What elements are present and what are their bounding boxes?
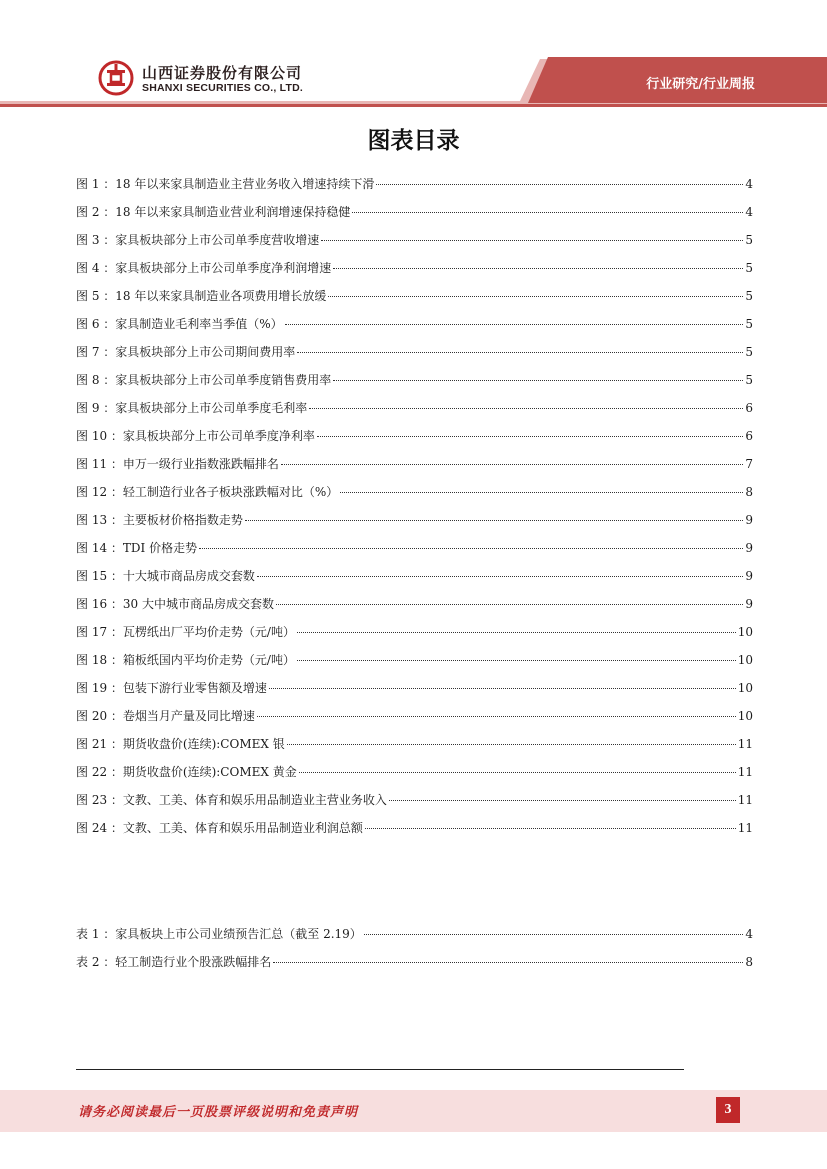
toc-entry-page: 6 bbox=[745, 401, 753, 415]
toc-entry-label: 图 8 ：家具板块部分上市公司单季度销售费用率 bbox=[76, 373, 332, 387]
toc-entry-page: 10 bbox=[737, 681, 753, 695]
toc-entry-page: 5 bbox=[745, 373, 753, 387]
toc-entry-label: 图 13 ：主要板材价格指数走势 bbox=[76, 513, 243, 527]
toc-figure-entry[interactable] bbox=[76, 702, 753, 730]
toc-entry-page: 11 bbox=[737, 793, 753, 807]
toc-dot-leader bbox=[287, 734, 736, 745]
toc-entry-label: 图 18 ：箱板纸国内平均价走势（元/吨） bbox=[76, 653, 295, 667]
toc-entry-label: 图 6 ：家具制造业毛利率当季值（%） bbox=[76, 317, 283, 331]
toc-dot-leader bbox=[245, 510, 743, 521]
toc-figure-entry[interactable] bbox=[76, 450, 753, 478]
toc-entry-label: 图 23 ：文教、工美、体育和娱乐用品制造业主营业务收入 bbox=[76, 793, 387, 807]
toc-entry-page: 4 bbox=[745, 205, 753, 219]
toc-dot-leader bbox=[352, 202, 743, 213]
toc-entry-page: 5 bbox=[745, 233, 753, 247]
toc-entry-label: 图 15 ：十大城市商品房成交套数 bbox=[76, 569, 255, 583]
footer-divider bbox=[76, 1069, 684, 1070]
toc-entry-page: 10 bbox=[737, 653, 753, 667]
toc-entry-label: 图 11 ：申万一级行业指数涨跌幅排名 bbox=[76, 457, 279, 471]
toc-figure-entry[interactable] bbox=[76, 366, 753, 394]
toc-dot-leader bbox=[297, 342, 743, 353]
toc-entry-label: 图 3 ：家具板块部分上市公司单季度营收增速 bbox=[76, 233, 320, 247]
figure-list bbox=[76, 170, 753, 842]
page-number: 3 bbox=[716, 1097, 740, 1123]
toc-entry-label: 图 5 ：18 年以来家具制造业各项费用增长放缓 bbox=[76, 289, 327, 303]
toc-entry-page: 10 bbox=[737, 709, 753, 723]
page-title: 图表目录 bbox=[367, 128, 460, 154]
toc-dot-leader bbox=[328, 286, 743, 297]
toc-entry-page: 9 bbox=[745, 597, 753, 611]
toc-entry-page: 9 bbox=[745, 513, 753, 527]
toc-entry-label: 图 4 ：家具板块部分上市公司单季度净利润增速 bbox=[76, 261, 332, 275]
toc-figure-entry[interactable] bbox=[76, 786, 753, 814]
toc-figure-entry[interactable] bbox=[76, 310, 753, 338]
toc-table-entry[interactable] bbox=[76, 920, 753, 948]
company-name-en: SHANXI SECURITIES CO., LTD. bbox=[142, 82, 303, 94]
toc-entry-page: 4 bbox=[745, 177, 753, 191]
toc-dot-leader bbox=[340, 482, 743, 493]
toc-entry-page: 9 bbox=[745, 541, 753, 555]
toc-figure-entry[interactable] bbox=[76, 758, 753, 786]
toc-figure-entry[interactable] bbox=[76, 394, 753, 422]
toc-entry-page: 5 bbox=[745, 317, 753, 331]
toc-entry-label: 图 7 ：家具板块部分上市公司期间费用率 bbox=[76, 345, 296, 359]
toc-figure-entry[interactable] bbox=[76, 562, 753, 590]
toc-dot-leader bbox=[257, 706, 736, 717]
toc-entry-page: 8 bbox=[745, 955, 753, 969]
toc-dot-leader bbox=[321, 230, 743, 241]
toc-entry-page: 11 bbox=[737, 765, 753, 779]
page-header bbox=[0, 0, 827, 106]
toc-entry-page: 9 bbox=[745, 569, 753, 583]
toc-dot-leader bbox=[333, 370, 743, 381]
toc-dot-leader bbox=[285, 314, 744, 325]
toc-entry-page: 7 bbox=[745, 457, 753, 471]
toc-figure-entry[interactable] bbox=[76, 282, 753, 310]
toc-figure-entry[interactable] bbox=[76, 590, 753, 618]
toc-entry-page: 5 bbox=[745, 345, 753, 359]
toc-table-entry[interactable] bbox=[76, 948, 753, 976]
toc-dot-leader bbox=[333, 258, 743, 269]
toc-entry-page: 8 bbox=[745, 485, 753, 499]
toc-dot-leader bbox=[376, 174, 743, 185]
toc-dot-leader bbox=[269, 678, 736, 689]
toc-dot-leader bbox=[364, 924, 744, 935]
toc-figure-entry[interactable] bbox=[76, 198, 753, 226]
toc-entry-label: 图 16 ：30 大中城市商品房成交套数 bbox=[76, 597, 274, 611]
toc-entry-label: 图 1 ：18 年以来家具制造业主营业务收入增速持续下滑 bbox=[76, 177, 375, 191]
toc-entry-label: 图 24 ：文教、工美、体育和娱乐用品制造业利润总额 bbox=[76, 821, 363, 835]
toc-figure-entry[interactable] bbox=[76, 534, 753, 562]
toc-entry-label: 图 10 ：家具板块部分上市公司单季度净利率 bbox=[76, 429, 315, 443]
toc-entry-label: 表 1 ：家具板块上市公司业绩预告汇总（截至 2.19） bbox=[76, 927, 362, 941]
toc-entry-label: 图 2 ：18 年以来家具制造业营业利润增速保持稳健 bbox=[76, 205, 351, 219]
toc-entry-label: 表 2 ：轻工制造行业个股涨跌幅排名 bbox=[76, 955, 272, 969]
toc-entry-label: 图 12 ：轻工制造行业各子板块涨跌幅对比（%） bbox=[76, 485, 339, 499]
toc-entry-page: 11 bbox=[737, 821, 753, 835]
toc-dot-leader bbox=[257, 566, 743, 577]
toc-entry-page: 10 bbox=[737, 625, 753, 639]
toc-dot-leader bbox=[297, 622, 736, 633]
report-type-label: 行业研究/行业周报 bbox=[646, 77, 755, 92]
toc-entry-page: 4 bbox=[745, 927, 753, 941]
toc-entry-label: 图 19 ：包装下游行业零售额及增速 bbox=[76, 681, 267, 695]
toc-figure-entry[interactable] bbox=[76, 478, 753, 506]
toc-entry-page: 11 bbox=[737, 737, 753, 751]
table-list bbox=[76, 920, 753, 976]
toc-dot-leader bbox=[297, 650, 736, 661]
toc-entry-label: 图 14 ：TDI 价格走势 bbox=[76, 541, 198, 555]
toc-entry-label: 图 20 ：卷烟当月产量及同比增速 bbox=[76, 709, 255, 723]
toc-dot-leader bbox=[273, 952, 743, 963]
toc-entry-label: 图 9 ：家具板块部分上市公司单季度毛利率 bbox=[76, 401, 308, 415]
toc-entry-label: 图 21 ：期货收盘价(连续):COMEX 银 bbox=[76, 737, 285, 751]
toc-entry-label: 图 22 ：期货收盘价(连续):COMEX 黄金 bbox=[76, 765, 297, 779]
toc-figure-entry[interactable] bbox=[76, 422, 753, 450]
toc-figure-entry[interactable] bbox=[76, 618, 753, 646]
toc-dot-leader bbox=[276, 594, 743, 605]
toc-figure-entry[interactable] bbox=[76, 674, 753, 702]
toc-figure-entry[interactable] bbox=[76, 170, 753, 198]
toc-dot-leader bbox=[199, 538, 743, 549]
disclaimer-text: 请务必阅读最后一页股票评级说明和免责声明 bbox=[78, 1105, 359, 1120]
toc-entry-page: 5 bbox=[745, 289, 753, 303]
toc-dot-leader bbox=[309, 398, 743, 409]
toc-entry-page: 5 bbox=[745, 261, 753, 275]
toc-figure-entry[interactable] bbox=[76, 338, 753, 366]
toc-figure-entry[interactable] bbox=[76, 226, 753, 254]
toc-dot-leader bbox=[389, 790, 736, 801]
toc-dot-leader bbox=[299, 762, 736, 773]
toc-figure-entry[interactable] bbox=[76, 506, 753, 534]
toc-dot-leader bbox=[317, 426, 743, 437]
toc-entry-label: 图 17 ：瓦楞纸出厂平均价走势（元/吨） bbox=[76, 625, 295, 639]
toc-figure-entry[interactable] bbox=[76, 254, 753, 282]
toc-entry-page: 6 bbox=[745, 429, 753, 443]
toc-figure-entry[interactable] bbox=[76, 646, 753, 674]
toc-figure-entry[interactable] bbox=[76, 814, 753, 842]
company-logo-icon bbox=[98, 60, 134, 96]
toc-dot-leader bbox=[281, 454, 743, 465]
company-name-cn: 山西证券股份有限公司 bbox=[142, 64, 303, 82]
toc-dot-leader bbox=[365, 818, 736, 829]
header-divider bbox=[0, 104, 827, 107]
toc-figure-entry[interactable] bbox=[76, 730, 753, 758]
